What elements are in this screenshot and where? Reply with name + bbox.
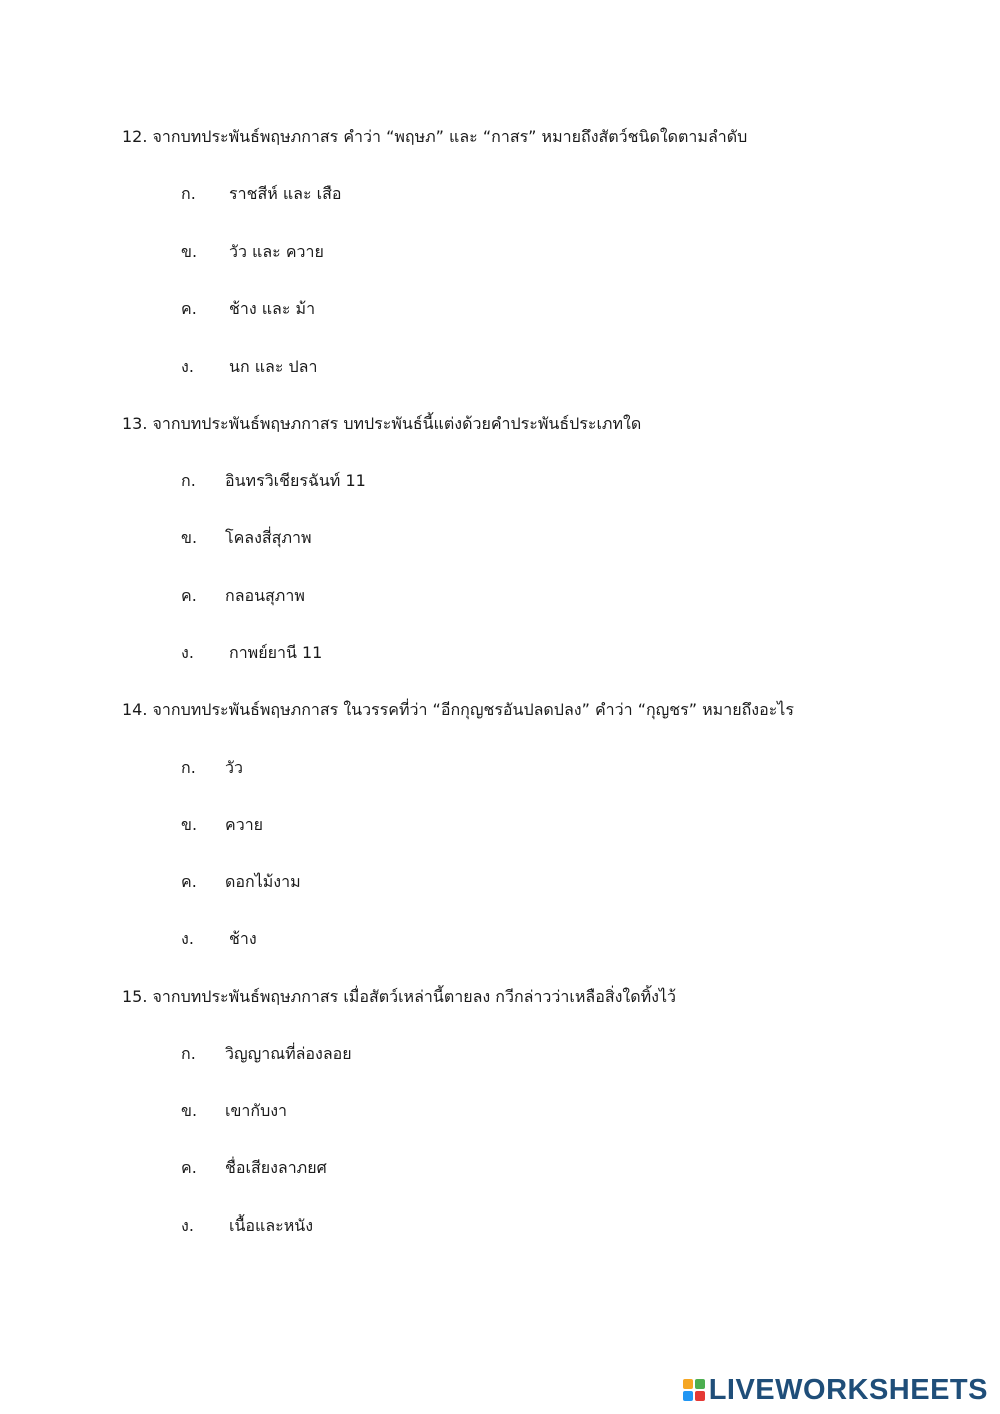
choice-15-b[interactable] [181, 1099, 287, 1123]
choice-14-a[interactable] [181, 756, 243, 780]
choice-letter: ข. [181, 528, 198, 547]
logo-square-icon [683, 1379, 693, 1389]
choice-letter: ก. [181, 758, 196, 777]
choice-text: โคลงสี่สุภาพ [225, 528, 312, 547]
choice-14-d[interactable] [181, 927, 257, 951]
choice-14-c[interactable] [181, 870, 301, 894]
choice-text: นก และ ปลา [229, 357, 318, 376]
liveworksheets-logo [683, 1374, 988, 1406]
choice-letter: ง. [181, 1216, 194, 1235]
choice-text: กาพย์ยานี 11 [229, 643, 323, 662]
choice-text: วัว และ ควาย [229, 242, 324, 261]
choice-letter: ง. [181, 643, 194, 662]
choice-letter: ค. [181, 872, 197, 891]
choice-12-b[interactable] [181, 240, 324, 264]
choice-letter: ค. [181, 586, 197, 605]
choice-14-b[interactable] [181, 813, 263, 837]
choice-13-d[interactable] [181, 641, 322, 665]
choice-letter: ค. [181, 1158, 197, 1177]
choice-text: วิญญาณที่ล่องลอย [225, 1044, 352, 1063]
logo-square-icon [695, 1391, 705, 1401]
logo-text: LIVEWORKSHEETS [708, 1373, 988, 1406]
choice-text: ช้าง และ ม้า [229, 299, 316, 318]
choice-text: อินทรวิเชียรฉันท์ 11 [225, 471, 366, 490]
logo-square-icon [695, 1379, 705, 1389]
choice-12-d[interactable] [181, 355, 317, 379]
choice-letter: ข. [181, 242, 198, 261]
choice-13-c[interactable] [181, 584, 305, 608]
choice-letter: ก. [181, 184, 196, 203]
choice-15-c[interactable] [181, 1156, 327, 1180]
question-14: 14. จากบทประพันธ์พฤษภกาสร ในวรรคที่ว่า “อีกกุญชรอันปลดปลง” คำว่า “กุญชร” หมายถึงอะไร [122, 700, 794, 719]
choice-letter: ข. [181, 1101, 198, 1120]
choice-12-c[interactable] [181, 297, 315, 321]
choice-text: กลอนสุภาพ [225, 586, 305, 605]
choice-text: ดอกไม้งาม [225, 872, 301, 891]
choice-15-a[interactable] [181, 1042, 352, 1066]
choice-text: เขากับงา [225, 1101, 288, 1120]
choice-text: เนื้อและหนัง [229, 1216, 314, 1235]
choice-text: ชื่อเสียงลาภยศ [225, 1158, 327, 1177]
choice-letter: ง. [181, 929, 194, 948]
choice-text: ราชสีห์ และ เสือ [229, 184, 342, 203]
logo-mark-icon [683, 1379, 705, 1401]
choice-13-b[interactable] [181, 526, 312, 550]
choice-letter: ก. [181, 1044, 196, 1063]
choice-text: ควาย [225, 815, 264, 834]
logo-square-icon [683, 1391, 693, 1401]
question-13: 13. จากบทประพันธ์พฤษภกาสร บทประพันธ์นี้แต่งด้วยคำประพันธ์ประเภทใด [122, 414, 642, 433]
choice-letter: ข. [181, 815, 198, 834]
choice-text: วัว [225, 758, 243, 777]
choice-letter: ง. [181, 357, 194, 376]
question-15: 15. จากบทประพันธ์พฤษภกาสร เมื่อสัตว์เหล่านี้ตายลง กวีกล่าวว่าเหลือสิ่งใดทิ้งไว้ [122, 987, 676, 1006]
choice-letter: ค. [181, 299, 197, 318]
choice-15-d[interactable] [181, 1214, 313, 1238]
choice-text: ช้าง [229, 929, 257, 948]
choice-letter: ก. [181, 471, 196, 490]
choice-12-a[interactable] [181, 182, 341, 206]
question-12: 12. จากบทประพันธ์พฤษภกาสร คำว่า “พฤษภ” และ “กาสร” หมายถึงสัตว์ชนิดใดตามลำดับ [122, 127, 748, 146]
choice-13-a[interactable] [181, 469, 366, 493]
